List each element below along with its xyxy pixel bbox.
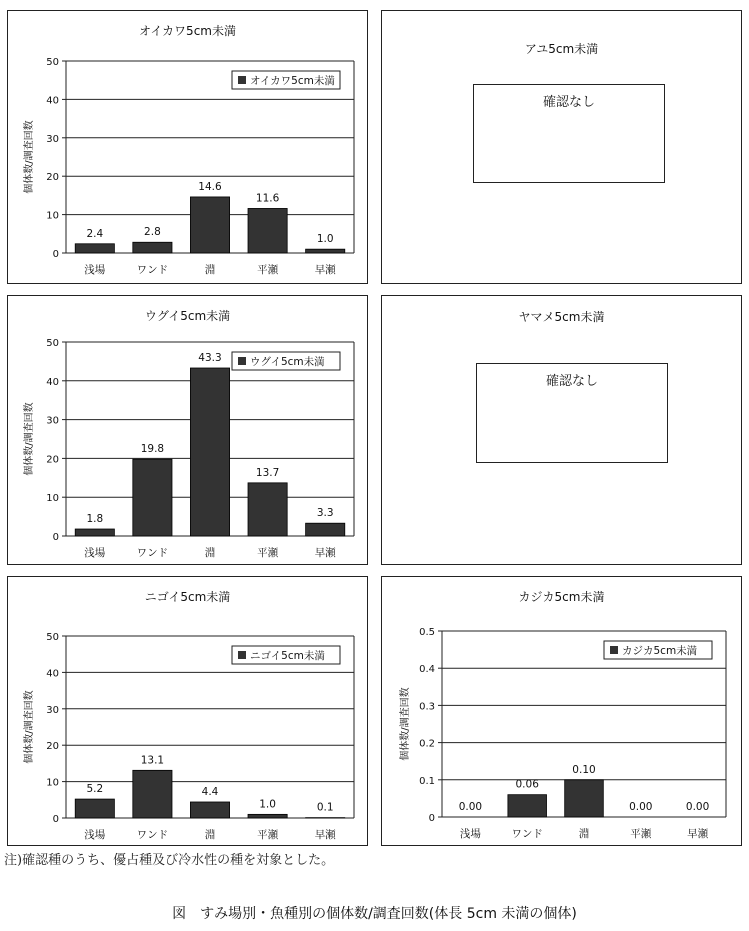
data-label: 19.8 xyxy=(140,443,165,456)
x-tick-label: 平瀬 xyxy=(630,828,652,840)
bar xyxy=(190,802,229,818)
bar xyxy=(508,795,547,817)
data-label: 1.0 xyxy=(259,798,276,811)
x-tick-label: 浅場 xyxy=(459,828,481,840)
x-tick-label: 早瀬 xyxy=(314,829,336,841)
empty-panel-ayu xyxy=(381,10,742,284)
y-tick-label: 30 xyxy=(46,133,59,145)
chart-ugui xyxy=(8,296,369,566)
data-label: 3.3 xyxy=(316,507,334,520)
data-label: 13.7 xyxy=(255,466,280,479)
y-axis-label: 個体数/調査回数 xyxy=(24,402,35,476)
y-tick-label: 0 xyxy=(52,532,59,543)
bar xyxy=(133,459,172,536)
data-label: 2.8 xyxy=(144,226,161,239)
x-tick-label: ワンド xyxy=(511,828,543,840)
chart-title: カジカ5cm未満 xyxy=(518,590,605,604)
data-label: 4.4 xyxy=(201,785,219,798)
y-tick-label: 0.4 xyxy=(419,664,435,676)
y-tick-label: 20 xyxy=(46,172,59,184)
empty-panel-yamame xyxy=(381,295,742,565)
legend-label: カジカ5cm未満 xyxy=(622,645,698,657)
x-tick-label: 平瀬 xyxy=(257,264,279,276)
y-axis-label: 個体数/調査回数 xyxy=(24,690,35,764)
x-tick-label: 平瀬 xyxy=(257,547,279,559)
y-tick-label: 20 xyxy=(46,741,59,753)
bar xyxy=(306,249,345,253)
y-tick-label: 10 xyxy=(46,777,59,789)
bar xyxy=(190,197,229,253)
x-tick-label: 早瀬 xyxy=(687,828,709,840)
x-tick-label: 浅場 xyxy=(84,547,106,559)
chart-oikawa xyxy=(8,11,369,285)
y-axis-label: 個体数/調査回数 xyxy=(24,120,35,194)
data-label: 0.06 xyxy=(515,778,539,791)
x-tick-label: ワンド xyxy=(136,264,169,276)
data-label: 43.3 xyxy=(198,351,222,364)
data-label: 0.1 xyxy=(316,801,334,814)
legend-swatch xyxy=(238,651,246,659)
x-tick-label: 淵 xyxy=(578,828,590,840)
not-found-label: 確認なし xyxy=(545,374,598,389)
chart-panel-kajika xyxy=(381,576,742,846)
bar xyxy=(306,523,345,536)
chart-kajika xyxy=(382,577,743,847)
x-tick-label: 早瀬 xyxy=(314,264,336,276)
bar xyxy=(248,483,287,536)
y-tick-label: 20 xyxy=(46,454,59,466)
x-tick-label: ワンド xyxy=(136,829,169,841)
legend-label: ウグイ5cm未満 xyxy=(250,356,325,368)
chart-title: ウグイ5cm未満 xyxy=(144,309,231,323)
x-tick-label: 淵 xyxy=(204,547,216,559)
data-label: 0.10 xyxy=(572,763,596,776)
y-tick-label: 10 xyxy=(46,210,59,222)
x-tick-label: ワンド xyxy=(136,547,169,559)
legend-swatch xyxy=(610,646,618,654)
x-tick-label: 早瀬 xyxy=(314,547,336,559)
y-tick-label: 30 xyxy=(46,704,59,716)
y-tick-label: 40 xyxy=(46,376,59,388)
x-tick-label: 浅場 xyxy=(84,264,106,276)
legend-swatch xyxy=(238,76,246,84)
y-tick-label: 50 xyxy=(46,632,59,643)
y-tick-label: 30 xyxy=(46,415,59,427)
panel-title: アユ5cm未満 xyxy=(524,42,599,56)
x-tick-label: 平瀬 xyxy=(257,829,279,841)
not-found-box xyxy=(473,84,665,183)
bar xyxy=(75,244,114,253)
bar xyxy=(248,208,287,253)
y-tick-label: 50 xyxy=(46,57,59,68)
chart-title: オイカワ5cm未満 xyxy=(139,24,236,38)
bar xyxy=(133,770,172,818)
legend-label: オイカワ5cm未満 xyxy=(250,75,335,87)
data-label: 5.2 xyxy=(86,783,104,796)
data-label: 0.00 xyxy=(629,801,653,813)
x-tick-label: 浅場 xyxy=(84,829,106,841)
y-tick-label: 0.1 xyxy=(419,775,435,787)
bar xyxy=(248,814,287,818)
y-tick-label: 0 xyxy=(52,249,59,260)
chart-panel-oikawa xyxy=(7,10,368,284)
not-found-box xyxy=(476,363,668,463)
panel-title: ヤマメ5cm未満 xyxy=(518,310,605,324)
data-label: 13.1 xyxy=(140,754,165,767)
data-label: 11.6 xyxy=(255,192,280,205)
data-label: 14.6 xyxy=(198,180,222,193)
y-tick-label: 0 xyxy=(52,814,59,825)
y-tick-label: 0 xyxy=(428,813,435,824)
data-label: 0.00 xyxy=(458,801,483,813)
legend-swatch xyxy=(238,357,246,365)
x-tick-label: 淵 xyxy=(204,829,216,841)
footnote: 注)確認種のうち、優占種及び冷水性の種を対象とした。 xyxy=(4,853,335,868)
y-tick-label: 50 xyxy=(46,338,59,349)
bar xyxy=(75,799,114,818)
y-tick-label: 0.2 xyxy=(419,738,435,750)
chart-title: ニゴイ5cm未満 xyxy=(144,590,231,604)
data-label: 2.4 xyxy=(86,227,104,240)
bar xyxy=(565,780,604,817)
x-tick-label: 淵 xyxy=(204,264,216,276)
bar xyxy=(190,368,229,536)
data-label: 0.00 xyxy=(685,801,710,813)
data-label: 1.8 xyxy=(86,513,104,526)
y-tick-label: 40 xyxy=(46,668,59,680)
not-found-label: 確認なし xyxy=(542,95,595,110)
y-tick-label: 40 xyxy=(46,95,59,107)
y-tick-label: 10 xyxy=(46,493,59,505)
chart-panel-ugui xyxy=(7,295,368,565)
chart-panel-nigoi xyxy=(7,576,368,846)
y-axis-label: 個体数/調査回数 xyxy=(400,687,411,761)
legend-label: ニゴイ5cm未満 xyxy=(250,650,325,662)
y-tick-label: 0.5 xyxy=(419,627,435,638)
chart-nigoi xyxy=(8,577,369,847)
data-label: 1.0 xyxy=(316,233,334,246)
y-tick-label: 0.3 xyxy=(419,701,435,713)
bar xyxy=(75,529,114,536)
figure-caption: 図 すみ場別・魚種別の個体数/調査回数(体長 5cm 未満の個体) xyxy=(172,906,577,922)
bar xyxy=(133,242,172,253)
